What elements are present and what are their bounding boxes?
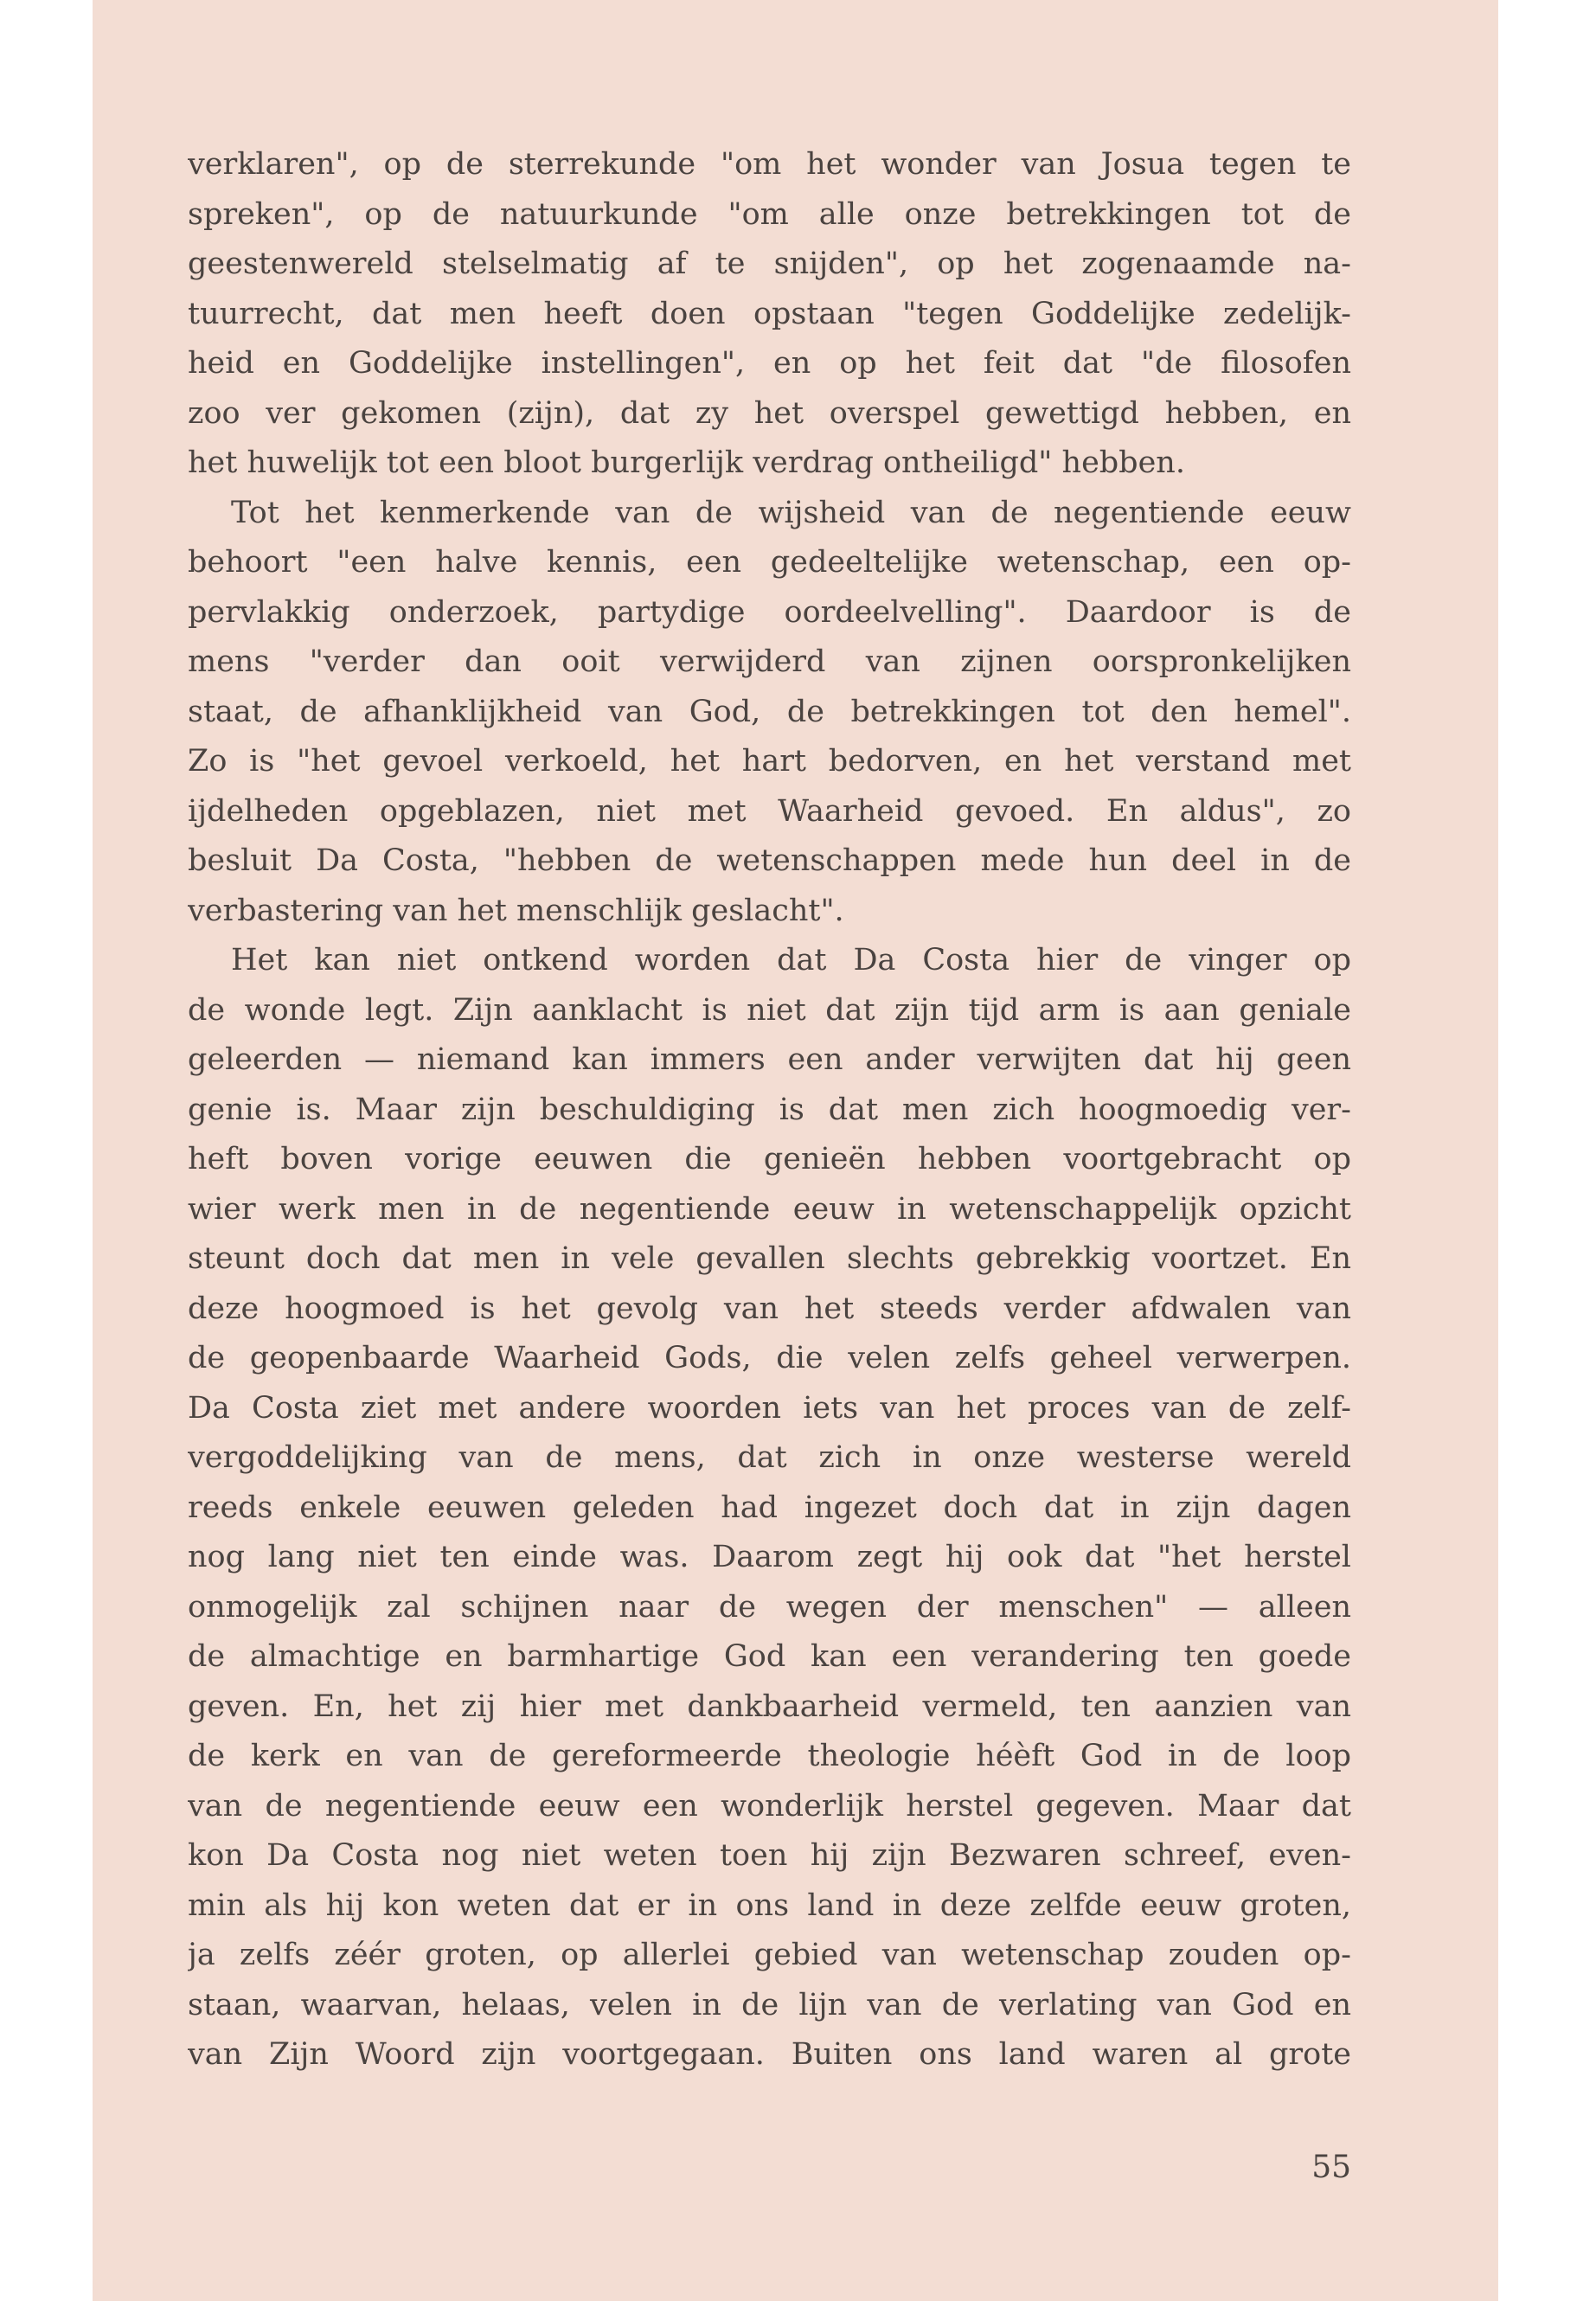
text-line: besluit Da Costa, "hebben de wetenschappen mede hun deel in de xyxy=(188,843,1351,878)
text-line: de kerk en van de gereformeerde theologie héèft God in de loop xyxy=(188,1739,1351,1773)
text-line: de geopenbaarde Waarheid Gods, die velen zelfs geheel verwerpen. xyxy=(188,1341,1351,1375)
text-line: steunt doch dat men in vele gevallen slechts gebrekkig voortzet. En xyxy=(188,1241,1351,1276)
text-line: geven. En, het zij hier met dankbaarheid vermeld, ten aanzien van xyxy=(188,1689,1351,1724)
text-line: tuurrecht, dat men heeft doen opstaan "tegen Goddelijke zedelijk- xyxy=(188,296,1351,331)
text-line: reeds enkele eeuwen geleden had ingezet doch dat in zijn dagen xyxy=(188,1490,1351,1525)
text-line: pervlakkig onderzoek, partydige oordeelvelling". Daardoor is de xyxy=(188,594,1351,630)
text-line: staan, waarvan, helaas, velen in de lijn van de verlating van God en xyxy=(188,1987,1351,2022)
text-line: kon Da Costa nog niet weten toen hij zijn Bezwaren schreef, even- xyxy=(188,1838,1351,1873)
text-line: heft boven vorige eeuwen die genieën hebben voortgebracht op xyxy=(188,1142,1351,1176)
text-line: mens "verder dan ooit verwijderd van zijnen oorspronkelijken xyxy=(188,644,1351,679)
text-line: de wonde legt. Zijn aanklacht is niet dat zijn tijd arm is aan geniale xyxy=(188,992,1351,1028)
text-line: zoo ver gekomen (zijn), dat zy het overspel gewettigd hebben, en xyxy=(188,395,1351,431)
book-page xyxy=(93,0,1498,2301)
text-line: de almachtige en barmhartige God kan een verandering ten goede xyxy=(188,1639,1351,1674)
text-line: ijdelheden opgeblazen, niet met Waarheid gevoed. En aldus", zo xyxy=(188,793,1351,829)
text-line: het huwelijk tot een bloot burgerlijk verdrag ontheiligd" hebben. xyxy=(188,445,1185,480)
text-line: ja zelfs zéér groten, op allerlei gebied van wetenschap zouden op- xyxy=(188,1938,1351,1972)
page-number: 55 xyxy=(1311,2150,1351,2185)
text-line: onmogelijk zal schijnen naar de wegen der menschen" — alleen xyxy=(188,1589,1351,1625)
text-line: Zo is "het gevoel verkoeld, het hart bedorven, en het verstand met xyxy=(188,744,1351,779)
text-line: nog lang niet ten einde was. Daarom zegt hij ook dat "het herstel xyxy=(188,1540,1351,1574)
text-line: geestenwereld stelselmatig af te snijden", op het zogenaamde na- xyxy=(188,247,1351,281)
text-line: verklaren", op de sterrekunde "om het wonder van Josua tegen te xyxy=(188,147,1351,182)
text-line: verbastering van het menschlijk geslacht". xyxy=(188,893,844,928)
text-line: van de negentiende eeuw een wonderlijk herstel gegeven. Maar dat xyxy=(188,1788,1351,1823)
text-line: Het kan niet ontkend worden dat Da Costa hier de vinger op xyxy=(231,943,1351,977)
text-line: Da Costa ziet met andere woorden iets van het proces van de zelf- xyxy=(188,1390,1351,1426)
text-line: genie is. Maar zijn beschuldiging is dat men zich hoogmoedig ver- xyxy=(188,1092,1351,1127)
text-line: staat, de afhanklijkheid van God, de betrekkingen tot den hemel". xyxy=(188,694,1351,729)
text-line: vergoddelijking van de mens, dat zich in onze westerse wereld xyxy=(188,1440,1351,1475)
text-line: min als hij kon weten dat er in ons land in deze zelfde eeuw groten, xyxy=(188,1888,1351,1923)
text-line: Tot het kenmerkende van de wijsheid van de negentiende eeuw xyxy=(231,495,1351,530)
text-line: spreken", op de natuurkunde "om alle onze betrekkingen tot de xyxy=(188,196,1351,232)
text-line: deze hoogmoed is het gevolg van het steeds verder afdwalen van xyxy=(188,1291,1351,1326)
body-text xyxy=(188,140,1351,2080)
text-line: geleerden — niemand kan immers een ander verwijten dat hij geen xyxy=(188,1042,1351,1077)
text-line: wier werk men in de negentiende eeuw in wetenschappelijk opzicht xyxy=(188,1191,1351,1227)
text-line: van Zijn Woord zijn voortgegaan. Buiten ons land waren al grote xyxy=(188,2037,1351,2072)
text-line: heid en Goddelijke instellingen", en op het feit dat "de filosofen xyxy=(188,346,1351,381)
text-line: behoort "een halve kennis, een gedeeltelijke wetenschap, een op- xyxy=(188,545,1351,580)
